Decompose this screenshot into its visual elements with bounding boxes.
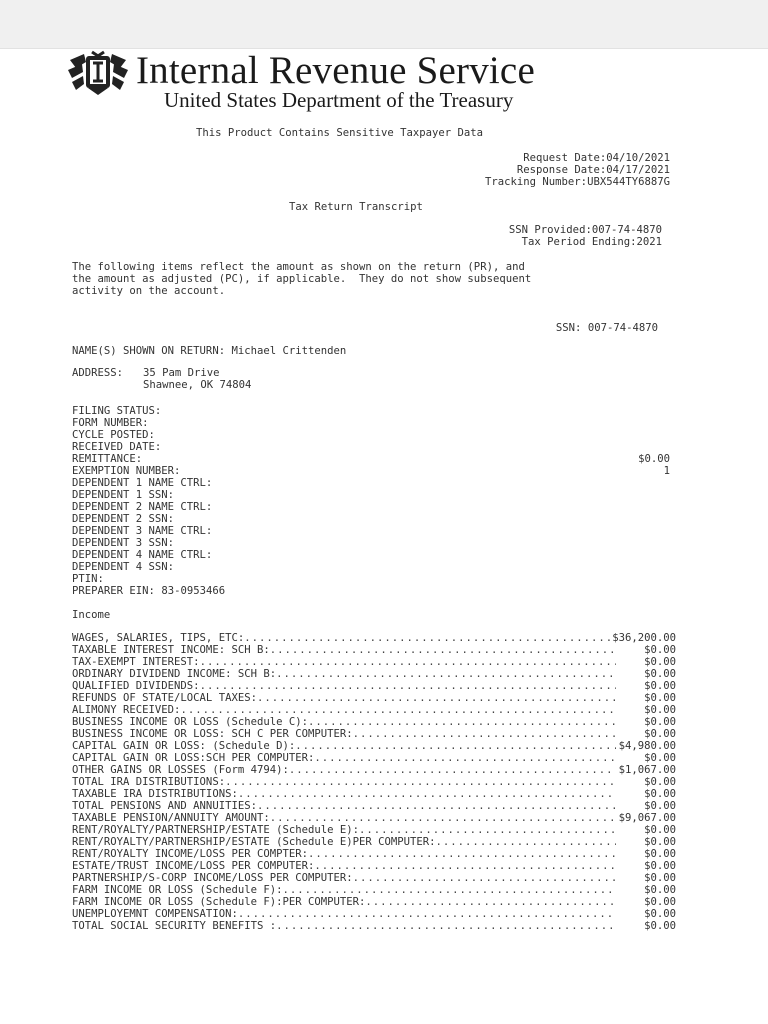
income-value: $36,200.00 — [612, 632, 676, 644]
leader-dots — [308, 848, 616, 860]
income-value: $0.00 — [644, 800, 676, 812]
income-label: RENT/ROYALTY/PARTNERSHIP/ESTATE (Schedule E): — [72, 824, 360, 836]
leader-dots — [276, 668, 616, 680]
leader-dots — [257, 692, 616, 704]
income-heading: Income — [72, 609, 111, 621]
intro-line: activity on the account. — [72, 285, 226, 297]
income-row — [72, 836, 676, 848]
leader-dots — [359, 824, 616, 836]
document-title: Tax Return Transcript — [289, 201, 423, 213]
ssn-provided: 007-74-4870 — [591, 224, 662, 236]
income-label: FARM INCOME OR LOSS (Schedule F):PER COMPUTER: — [72, 896, 366, 908]
income-label: ORDINARY DIVIDEND INCOME: SCH B: — [72, 668, 277, 680]
exemption-number-label: EXEMPTION NUMBER: — [72, 465, 181, 477]
leader-dots — [244, 632, 612, 644]
income-value: $0.00 — [644, 896, 676, 908]
income-value: $0.00 — [644, 752, 676, 764]
income-row — [72, 788, 676, 800]
dependent-4-name-label: DEPENDENT 4 NAME CTRL: — [72, 549, 213, 561]
leader-dots — [238, 908, 616, 920]
income-row — [72, 680, 676, 692]
exemption-value: 1 — [663, 465, 670, 477]
income-label: QUALIFIED DIVIDENDS: — [72, 680, 200, 692]
preparer-ein-label: PREPARER EIN: — [72, 585, 155, 597]
income-value: $0.00 — [644, 644, 676, 656]
leader-dots — [257, 800, 616, 812]
income-label: CAPITAL GAIN OR LOSS:SCH PER COMPUTER: — [72, 752, 315, 764]
income-value: $4,980.00 — [618, 740, 676, 752]
income-value: $1,067.00 — [618, 764, 676, 776]
leader-dots — [365, 896, 616, 908]
leader-dots — [353, 728, 616, 740]
income-row — [72, 776, 676, 788]
income-value: $0.00 — [644, 692, 676, 704]
leader-dots — [276, 920, 616, 932]
leader-dots — [225, 776, 616, 788]
income-row — [72, 740, 676, 752]
income-row — [72, 632, 676, 644]
income-value: $0.00 — [644, 716, 676, 728]
remittance-value: $0.00 — [638, 453, 670, 465]
response-date: 04/17/2021 — [606, 164, 670, 176]
address-label: ADDRESS: — [72, 367, 124, 379]
income-label: ESTATE/TRUST INCOME/LOSS PER COMPUTER: — [72, 860, 315, 872]
income-row — [72, 764, 676, 776]
income-value: $0.00 — [644, 824, 676, 836]
request-date-label: Request Date: — [523, 152, 607, 164]
filing-fields — [72, 405, 225, 597]
income-value: $0.00 — [644, 908, 676, 920]
leader-dots — [270, 644, 616, 656]
income-value: $0.00 — [644, 884, 676, 896]
leader-dots — [436, 836, 616, 848]
income-label: TAX-EXEMPT INTEREST: — [72, 656, 200, 668]
intro-paragraph — [72, 261, 531, 297]
income-label: RENT/ROYALTY INCOME/LOSS PER COMPTER: — [72, 848, 308, 860]
tracking-number-row — [485, 176, 670, 188]
income-label: TOTAL PENSIONS AND ANNUITIES: — [72, 800, 257, 812]
dependent-2-ssn-label: DEPENDENT 2 SSN: — [72, 513, 175, 525]
leader-dots — [314, 752, 616, 764]
intro-line: The following items reflect the amount as shown on the return (PR), and — [72, 261, 525, 273]
name-label: NAME(S) SHOWN ON RETURN: — [72, 345, 226, 357]
address-line-2: Shawnee, OK 74804 — [143, 379, 252, 391]
taxpayer-name: Michael Crittenden — [231, 345, 347, 357]
department-name: United States Department of the Treasury — [164, 88, 514, 112]
request-info-block — [485, 152, 670, 188]
response-date-label: Response Date: — [516, 164, 607, 176]
dependent-1-ssn-label: DEPENDENT 1 SSN: — [72, 489, 175, 501]
leader-dots — [308, 716, 616, 728]
income-value: $0.00 — [644, 776, 676, 788]
leader-dots — [270, 812, 616, 824]
income-row — [72, 908, 676, 920]
income-label: TAXABLE PENSION/ANNUITY AMOUNT: — [72, 812, 270, 824]
leader-dots — [200, 680, 616, 692]
address-line-1: 35 Pam Drive — [143, 367, 220, 379]
income-row — [72, 872, 676, 884]
income-label: FARM INCOME OR LOSS (Schedule F): — [72, 884, 283, 896]
leader-dots — [180, 704, 616, 716]
income-row — [72, 920, 676, 932]
income-value: $0.00 — [644, 728, 676, 740]
income-value: $0.00 — [644, 836, 676, 848]
income-label: WAGES, SALARIES, TIPS, ETC: — [72, 632, 245, 644]
filing-status-label: FILING STATUS: — [72, 405, 162, 417]
dependent-4-ssn-label: DEPENDENT 4 SSN: — [72, 561, 175, 573]
tracking-number: UBX544TY6887G — [587, 176, 670, 188]
response-date-row — [485, 164, 670, 176]
agency-name: Internal Revenue Service — [136, 49, 535, 92]
ssn-value: 007-74-4870 — [587, 322, 658, 334]
tax-period-row — [509, 236, 662, 248]
browser-top-bar — [0, 0, 768, 49]
income-value: $0.00 — [644, 668, 676, 680]
income-row — [72, 896, 676, 908]
ptin-label: PTIN: — [72, 573, 104, 585]
ssn-provided-label: SSN Provided: — [508, 224, 592, 236]
income-row — [72, 668, 676, 680]
leader-dots — [282, 884, 616, 896]
income-value: $0.00 — [644, 788, 676, 800]
dependent-2-name-label: DEPENDENT 2 NAME CTRL: — [72, 501, 213, 513]
request-date-row — [485, 152, 670, 164]
income-label: RENT/ROYALTY/PARTNERSHIP/ESTATE (Schedule E)PER COMPUTER: — [72, 836, 436, 848]
dependent-1-name-label: DEPENDENT 1 NAME CTRL: — [72, 477, 213, 489]
income-row — [72, 884, 676, 896]
income-value: $0.00 — [644, 704, 676, 716]
ssn-label: SSN: — [555, 322, 582, 334]
ssn-provided-row — [509, 224, 662, 236]
income-label: TOTAL IRA DISTRIBUTIONS: — [72, 776, 226, 788]
remittance-label: REMITTANCE: — [72, 453, 143, 465]
income-row — [72, 728, 676, 740]
income-label: CAPITAL GAIN OR LOSS: (Schedule D): — [72, 740, 296, 752]
leader-dots — [200, 656, 616, 668]
income-row — [72, 800, 676, 812]
income-label: REFUNDS OF STATE/LOCAL TAXES: — [72, 692, 257, 704]
irs-eagle-logo-icon — [66, 50, 130, 96]
leader-dots — [289, 764, 616, 776]
income-label: OTHER GAINS OR LOSSES (Form 4794): — [72, 764, 289, 776]
dependent-3-name-label: DEPENDENT 3 NAME CTRL: — [72, 525, 213, 537]
income-value: $0.00 — [644, 872, 676, 884]
income-row — [72, 716, 676, 728]
period-info-block — [509, 224, 662, 248]
leader-dots — [353, 872, 616, 884]
tracking-number-label: Tracking Number: — [485, 176, 588, 188]
income-value: $0.00 — [644, 848, 676, 860]
sensitive-data-notice: This Product Contains Sensitive Taxpayer Data — [196, 127, 484, 139]
ssn-row — [556, 322, 658, 334]
income-label: UNEMPLOYEMNT COMPENSATION: — [72, 908, 238, 920]
income-label: TAXABLE INTEREST INCOME: SCH B: — [72, 644, 270, 656]
cycle-posted-label: CYCLE POSTED: — [72, 429, 155, 441]
leader-dots — [238, 788, 616, 800]
income-label: PARTNERSHIP/S-CORP INCOME/LOSS PER COMPUTER: — [72, 872, 353, 884]
income-row — [72, 704, 676, 716]
income-label: BUSINESS INCOME OR LOSS: SCH C PER COMPUTER: — [72, 728, 353, 740]
dependent-3-ssn-label: DEPENDENT 3 SSN: — [72, 537, 175, 549]
leader-dots — [295, 740, 616, 752]
preparer-ein: 83-0953466 — [161, 585, 226, 597]
tax-period: 2021 — [636, 236, 662, 248]
income-value: $9,067.00 — [618, 812, 676, 824]
name-row — [72, 345, 346, 357]
income-value: $0.00 — [644, 680, 676, 692]
income-row — [72, 656, 676, 668]
leader-dots — [314, 860, 616, 872]
document-header — [66, 48, 686, 118]
income-row — [72, 692, 676, 704]
income-label: TOTAL SOCIAL SECURITY BENEFITS : — [72, 920, 277, 932]
income-value: $0.00 — [644, 920, 676, 932]
income-row — [72, 752, 676, 764]
tax-period-label: Tax Period Ending: — [521, 236, 637, 248]
income-value: $0.00 — [644, 860, 676, 872]
income-row — [72, 860, 676, 872]
income-label: ALIMONY RECEIVED: — [72, 704, 181, 716]
income-row — [72, 848, 676, 860]
form-number-label: FORM NUMBER: — [72, 417, 149, 429]
income-row — [72, 812, 676, 824]
income-row — [72, 644, 676, 656]
preparer-ein-row — [72, 585, 225, 597]
request-date: 04/10/2021 — [606, 152, 670, 164]
intro-line: the amount as adjusted (PC), if applicable. They do not show subsequent — [72, 273, 532, 285]
income-lines — [72, 632, 676, 932]
income-value: $0.00 — [644, 656, 676, 668]
income-row — [72, 824, 676, 836]
income-label: BUSINESS INCOME OR LOSS (Schedule C): — [72, 716, 308, 728]
received-date-label: RECEIVED DATE: — [72, 441, 162, 453]
income-label: TAXABLE IRA DISTRIBUTIONS: — [72, 788, 238, 800]
